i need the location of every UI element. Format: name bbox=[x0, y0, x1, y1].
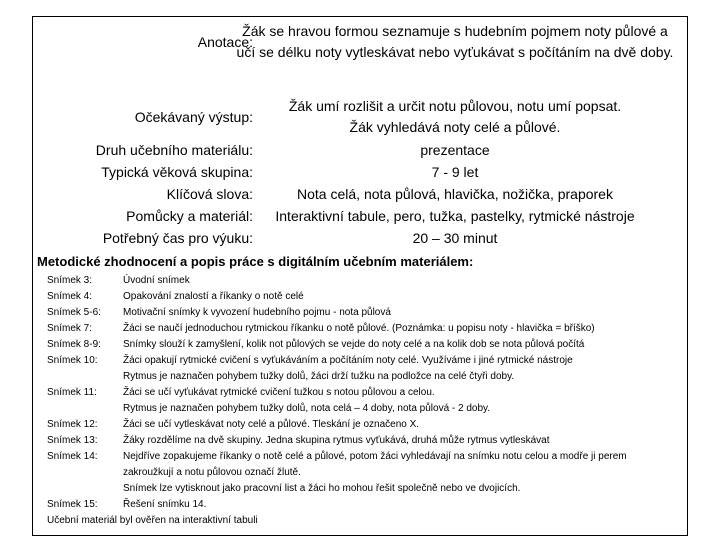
slide-description: Nejdříve zopakujeme říkanky o notě celé a půlové, potom žáci vyhledávají na snímku notu celou a modře ji perem bbox=[123, 451, 627, 462]
slide-description: Snímky slouží k zamyšlení, kolik not půlových se vejde do noty celé a na kolik dob se nota půlová počítá bbox=[123, 339, 585, 350]
slide-description: Žáci se učí vyťukávat rytmické cvičení tužkou s notou půlovou a celou. bbox=[123, 387, 435, 398]
age-group-label: Typická věková skupina: bbox=[101, 164, 253, 180]
slide-description: Řešení snímku 14. bbox=[123, 499, 207, 510]
slide-label: Snímek 11: bbox=[47, 387, 97, 398]
slide-description: Úvodní snímek bbox=[123, 275, 190, 286]
aids-value: Interaktivní tabule, pero, tužka, pastelky, rytmické nástroje bbox=[275, 208, 635, 224]
expected-outcome-line-1: Žák umí rozlišit a určit notu půlovou, notu umí popsat. bbox=[288, 98, 622, 114]
slide-description: Rytmus je naznačen pohybem tužky dolů, nota celá – 4 doby, nota půlová - 2 doby. bbox=[123, 403, 491, 414]
slide-description: Žáky rozdělíme na dvě skupiny. Jedna skupina rytmus vyťukává, druhá může rytmus vytleskávat bbox=[123, 435, 550, 446]
time-value: 20 – 30 minut bbox=[412, 230, 498, 246]
slide-label: Snímek 15: bbox=[47, 499, 98, 510]
age-group-value: 7 - 9 let bbox=[431, 164, 479, 180]
methodical-sheet bbox=[32, 16, 688, 536]
annotation-text-line-2: učí se délku noty vytleskávat nebo vyťukávat s počítáním na dvě doby. bbox=[236, 44, 674, 60]
slide-description: Motivační snímky k vyvození hudebního pojmu - nota půlová bbox=[123, 307, 391, 318]
slide-label: Snímek 10: bbox=[47, 355, 98, 366]
slide-label: Snímek 14: bbox=[47, 451, 98, 462]
slide-description: Snímek lze vytisknout jako pracovní list a žáci ho mohou řešit společně nebo ve dvojicích. bbox=[123, 483, 521, 494]
slide-description: Opakování znalostí a říkanky o notě celé bbox=[123, 291, 304, 302]
slide-label: Snímek 4: bbox=[47, 291, 93, 302]
slide-description: Žáci opakují rytmické cvičení s vyťukáváním a počítáním noty celé. Využíváme i jiné rytmické nástroje bbox=[123, 355, 573, 366]
aids-label: Pomůcky a materiál: bbox=[126, 208, 253, 224]
slide-description: Žáci se učí vytleskávat noty celé a půlové. Tleskání je označeno X. bbox=[123, 419, 420, 430]
keywords-value: Nota celá, nota půlová, hlavička, nožička, praporek bbox=[297, 186, 613, 202]
annotation-label: Anotace: bbox=[197, 34, 253, 50]
slide-label: Snímek 12: bbox=[47, 419, 98, 430]
material-type-value: prezentace bbox=[420, 142, 490, 158]
time-label: Potřebný čas pro výuku: bbox=[102, 230, 253, 246]
keywords-label: Klíčová slova: bbox=[166, 186, 253, 202]
slide-label: Snímek 7: bbox=[47, 323, 93, 334]
material-type-label: Druh učebního materiálu: bbox=[95, 142, 253, 158]
slide-label: Snímek 8-9: bbox=[47, 339, 101, 350]
slide-label: Snímek 3: bbox=[47, 275, 93, 286]
methodology-title: Metodické zhodnocení a popis práce s digitálním učebním materiálem: bbox=[37, 254, 474, 269]
expected-outcome-line-2: Žák vyhledává noty celé a půlové. bbox=[349, 119, 561, 135]
slide-label: Snímek 5-6: bbox=[47, 307, 101, 318]
annotation-text-line-1: Žák se hravou formou seznamuje s hudebním pojmem noty půlové a bbox=[242, 23, 668, 39]
slide-label: Snímek 13: bbox=[47, 435, 98, 446]
slide-description: Žáci se naučí jednoduchou rytmickou říkanku o notě půlové. (Poznámka: u popisu noty - hlavička = bříško) bbox=[123, 323, 595, 334]
slide-description: zakroužkují a notu půlovou označí žlutě. bbox=[123, 467, 301, 478]
expected-outcome-label: Očekávaný výstup: bbox=[134, 109, 253, 125]
slide-description: Rytmus je naznačen pohybem tužky dolů, žáci drží tužku na podložce na celé čtyři doby. bbox=[123, 371, 515, 382]
verification-text: Učební materiál byl ověřen na interaktivní tabuli bbox=[47, 515, 258, 526]
